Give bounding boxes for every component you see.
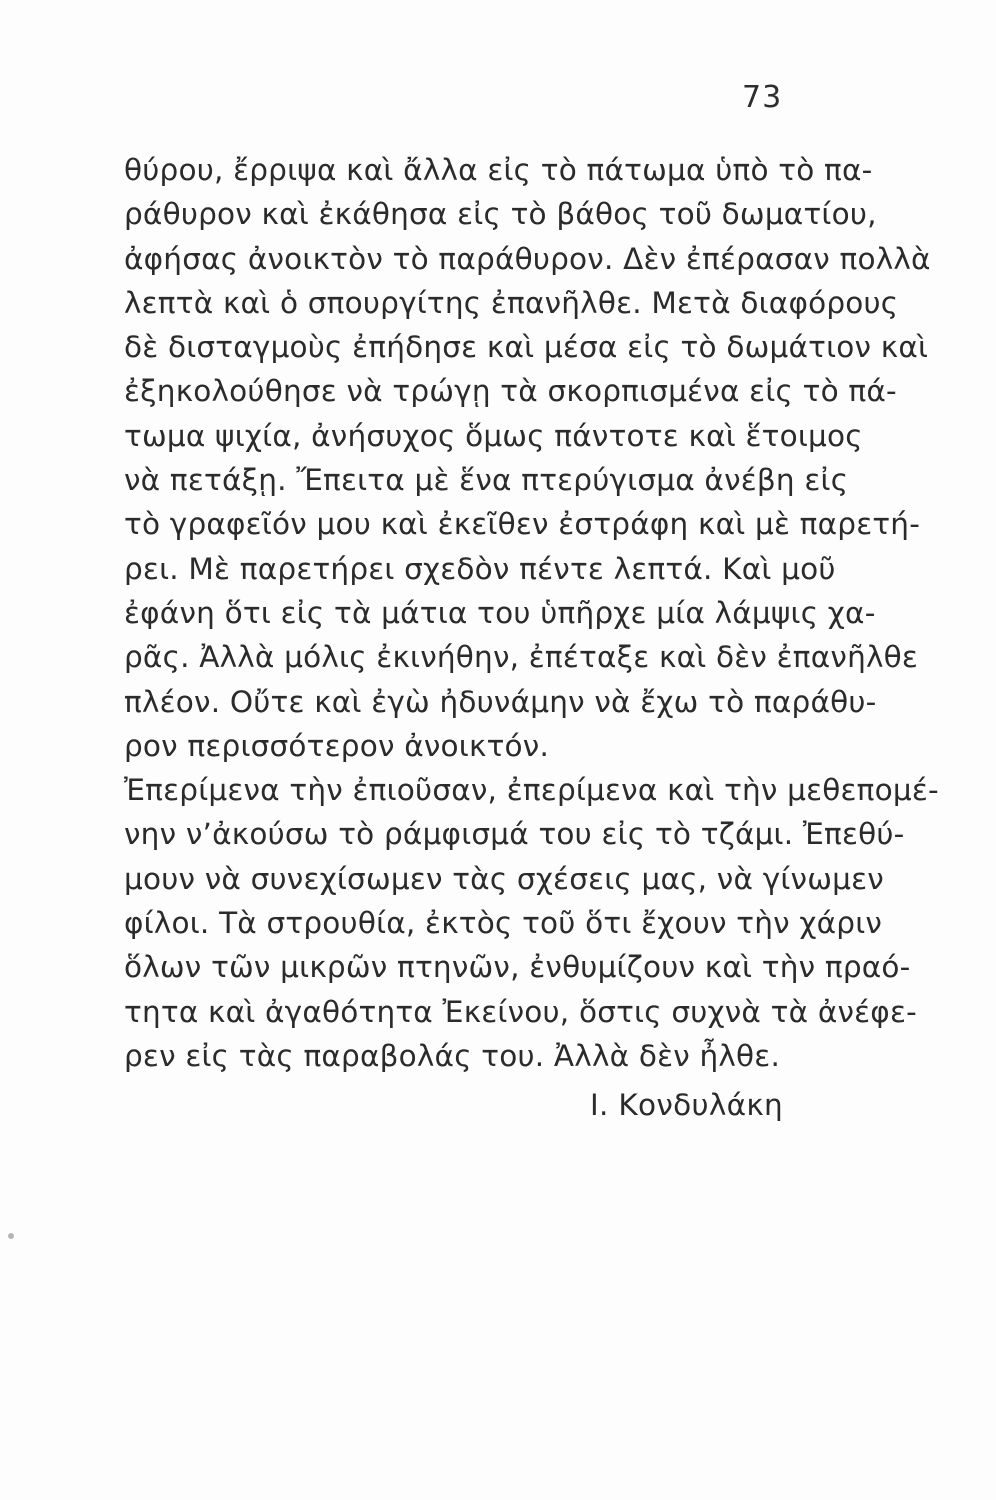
text-line: μουν νὰ συνεχίσωμεν τὰς σχέσεις μας, νὰ γίνωμεν — [124, 861, 884, 896]
body-text — [124, 148, 939, 1078]
text-line: φίλοι. Τὰ στρουθία, ἐκτὸς τοῦ ὅτι ἔχουν τὴν χάριν — [124, 906, 883, 941]
paragraph-start-line: Ἐπερίμενα τὴν ἐπιοῦσαν, ἐπερίμενα καὶ τὴν μεθεπομέ- — [124, 773, 939, 808]
ink-speck — [8, 1233, 14, 1239]
text-line: νὰ πετάξῃ. Ἔπειτα μὲ ἕνα πτερύγισμα ἀνέβη εἰς — [124, 463, 849, 498]
text-line: ρει. Μὲ παρετήρει σχεδὸν πέντε λεπτά. Καὶ μοῦ — [124, 551, 836, 586]
text-line: τὸ γραφεῖόν μου καὶ ἐκεῖθεν ἐστράφη καὶ μὲ παρετή- — [124, 507, 921, 542]
text-line: τητα καὶ ἀγαθότητα Ἐκείνου, ὅστις συχνὰ τὰ ἀνέφε- — [124, 994, 917, 1029]
text-line: νην ν’ἀκούσω τὸ ράμφισμά του εἰς τὸ τζάμι. Ἐπεθύ- — [124, 817, 905, 852]
text-line: θύρου, ἔρριψα καὶ ἄλλα εἰς τὸ πάτωμα ὑπὸ τὸ πα- — [124, 153, 873, 187]
text-line: ρᾶς. Ἀλλὰ μόλις ἐκινήθην, ἐπέταξε καὶ δὲν ἐπανῆλθε — [124, 640, 919, 675]
text-line: τωμα ψιχία, ἀνήσυχος ὅμως πάντοτε καὶ ἕτοιμος — [124, 418, 863, 453]
text-line: ράθυρον καὶ ἐκάθησα εἰς τὸ βάθος τοῦ δωματίου, — [124, 197, 877, 232]
text-line: ἐφάνη ὅτι εἰς τὰ μάτια του ὑπῆρχε μία λάμψις χα- — [124, 595, 876, 630]
text-line: ἐξηκολούθησε νὰ τρώγῃ τὰ σκορπισμένα εἰς τὸ πά- — [124, 374, 897, 409]
text-line: ἀφήσας ἀνοικτὸν τὸ παράθυρον. Δὲν ἐπέρασαν πολλὰ — [124, 241, 931, 276]
paragraph-end-line: ρεν εἰς τὰς παραβολάς του. Ἀλλὰ δὲν ἦλθε. — [124, 1038, 781, 1073]
text-line: δὲ δισταγμοὺς ἐπήδησε καὶ μέσα εἰς τὸ δωμάτιον καὶ — [124, 330, 929, 365]
author-signature: Ι. Κονδυλάκη — [590, 1088, 784, 1122]
page-number: 73 — [742, 80, 783, 115]
text-line: πλέον. Οὔτε καὶ ἐγὼ ἠδυνάμην νὰ ἔχω τὸ παράθυ- — [124, 684, 877, 719]
paragraph-end-line: ρον περισσότερον ἀνοικτόν. — [124, 728, 550, 763]
text-line: λεπτὰ καὶ ὁ σπουργίτης ἐπανῆλθε. Μετὰ διαφόρους — [124, 285, 899, 320]
text-line: ὅλων τῶν μικρῶν πτηνῶν, ἐνθυμίζουν καὶ τὴν πραό- — [124, 950, 911, 985]
